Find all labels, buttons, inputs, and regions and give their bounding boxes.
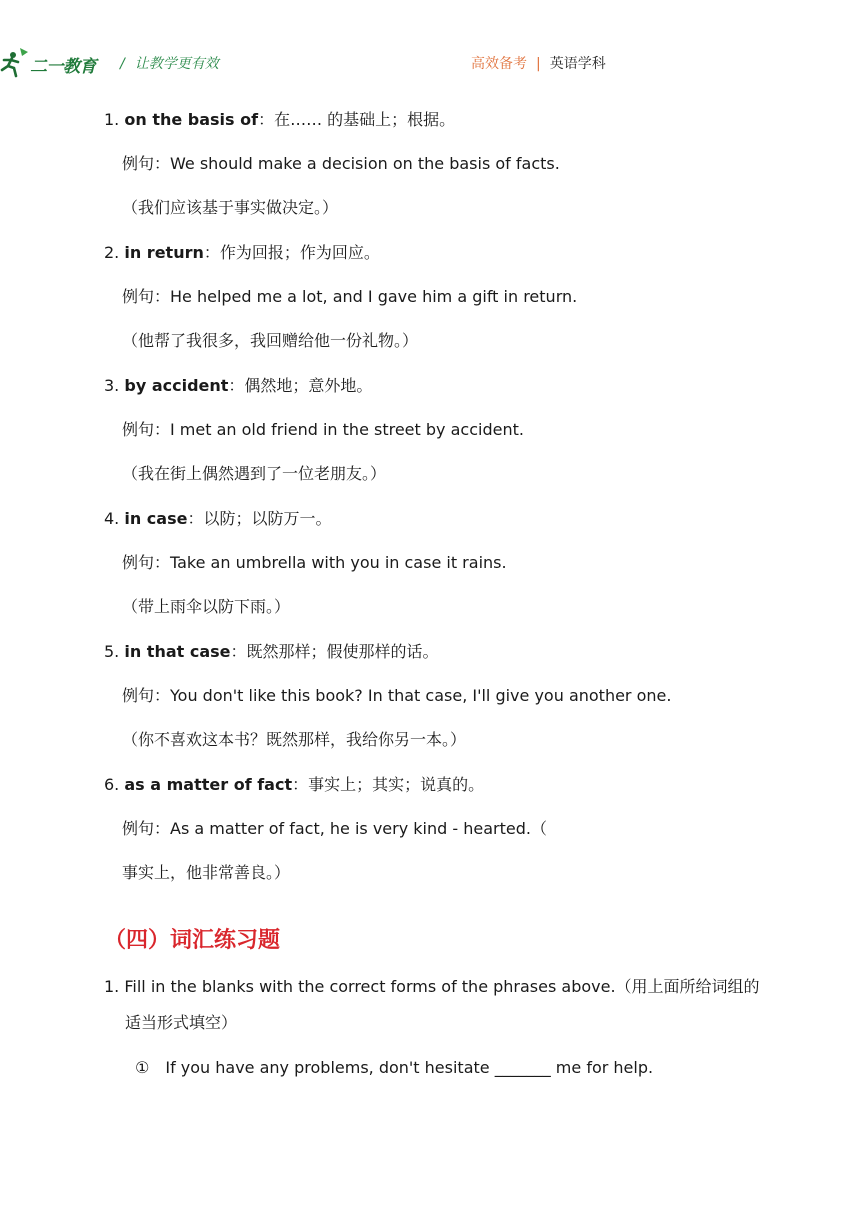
phrase-example: 例句：Take an umbrella with you in case it rains. — [122, 553, 507, 572]
phrase-number: 2. — [104, 243, 120, 262]
phrase-term: on the basis of — [124, 110, 259, 129]
phrase-number: 6. — [104, 775, 120, 794]
header-right-b: 英语学科 — [549, 56, 606, 72]
section-title: （四）词汇练习题 — [104, 928, 281, 953]
question-text: If you have any problems, don't hesitate _______ me for help. — [165, 1058, 654, 1077]
phrase-translation: （他帮了我很多，我回赠给他一份礼物。） — [122, 331, 419, 350]
phrase-item-5 — [104, 642, 439, 662]
phrase-meaning: ：事实上；其实；说真的。 — [292, 775, 485, 794]
phrase-meaning: ：作为回报；作为回应。 — [203, 243, 380, 262]
phrase-translation: （我在街上偶然遇到了一位老朋友。） — [122, 464, 387, 483]
phrase-meaning: ：在…… 的基础上；根据。 — [258, 110, 456, 129]
question-number: ① — [135, 1058, 150, 1077]
phrase-translation: （你不喜欢这本书？既然那样，我给你另一本。） — [122, 730, 467, 749]
exercise-question-1 — [135, 1058, 653, 1078]
phrase-number: 5. — [104, 642, 120, 661]
phrase-item-2 — [104, 243, 380, 263]
phrase-number: 3. — [104, 376, 120, 395]
phrase-item-3 — [104, 376, 372, 396]
phrase-item-4 — [104, 509, 331, 529]
phrase-term: as a matter of fact — [124, 775, 293, 794]
running-figure-logo-icon — [0, 46, 32, 80]
phrase-translation: （我们应该基于事实做决定。） — [122, 198, 339, 217]
phrase-meaning: ：既然那样；假使那样的话。 — [230, 642, 439, 661]
phrase-meaning: ：以防；以防万一。 — [187, 509, 332, 528]
phrase-example: 例句：As a matter of fact, he is very kind - hearted.（ — [122, 819, 547, 838]
phrase-example: 例句：I met an old friend in the street by accident. — [122, 420, 524, 439]
phrase-term: in return — [124, 243, 204, 262]
header-right-a: 高效备考 — [471, 56, 527, 72]
header-subject — [471, 53, 606, 73]
phrase-term: in that case — [124, 642, 231, 661]
phrase-translation: 事实上，他非常善良。） — [122, 863, 291, 882]
exercise-instruction: 1. Fill in the blanks with the correct forms of the phrases above.（用上面所给词组的 — [104, 977, 760, 996]
phrase-number: 4. — [104, 509, 120, 528]
slogan: / 让教学更有效 — [120, 56, 219, 72]
page-header — [0, 40, 860, 82]
phrase-term: in case — [124, 509, 188, 528]
exercise-instruction-cont: 适当形式填空） — [125, 1013, 238, 1032]
phrase-number: 1. — [104, 110, 120, 129]
phrase-example: 例句：You don't like this book? In that case, I'll give you another one. — [122, 686, 672, 705]
phrase-term: by accident — [124, 376, 229, 395]
phrase-meaning: ：偶然地；意外地。 — [228, 376, 373, 395]
phrase-example: 例句：We should make a decision on the basis of facts. — [122, 154, 560, 173]
phrase-translation: （带上雨伞以防下雨。） — [122, 597, 291, 616]
header-separator: | — [536, 56, 541, 72]
phrase-example: 例句：He helped me a lot, and I gave him a gift in return. — [122, 287, 578, 306]
phrase-item-6 — [104, 775, 484, 795]
phrase-item-1 — [104, 110, 455, 130]
logo-text: 二一教育 — [30, 57, 96, 77]
slogan-text: 让教学更有效 — [134, 56, 219, 72]
